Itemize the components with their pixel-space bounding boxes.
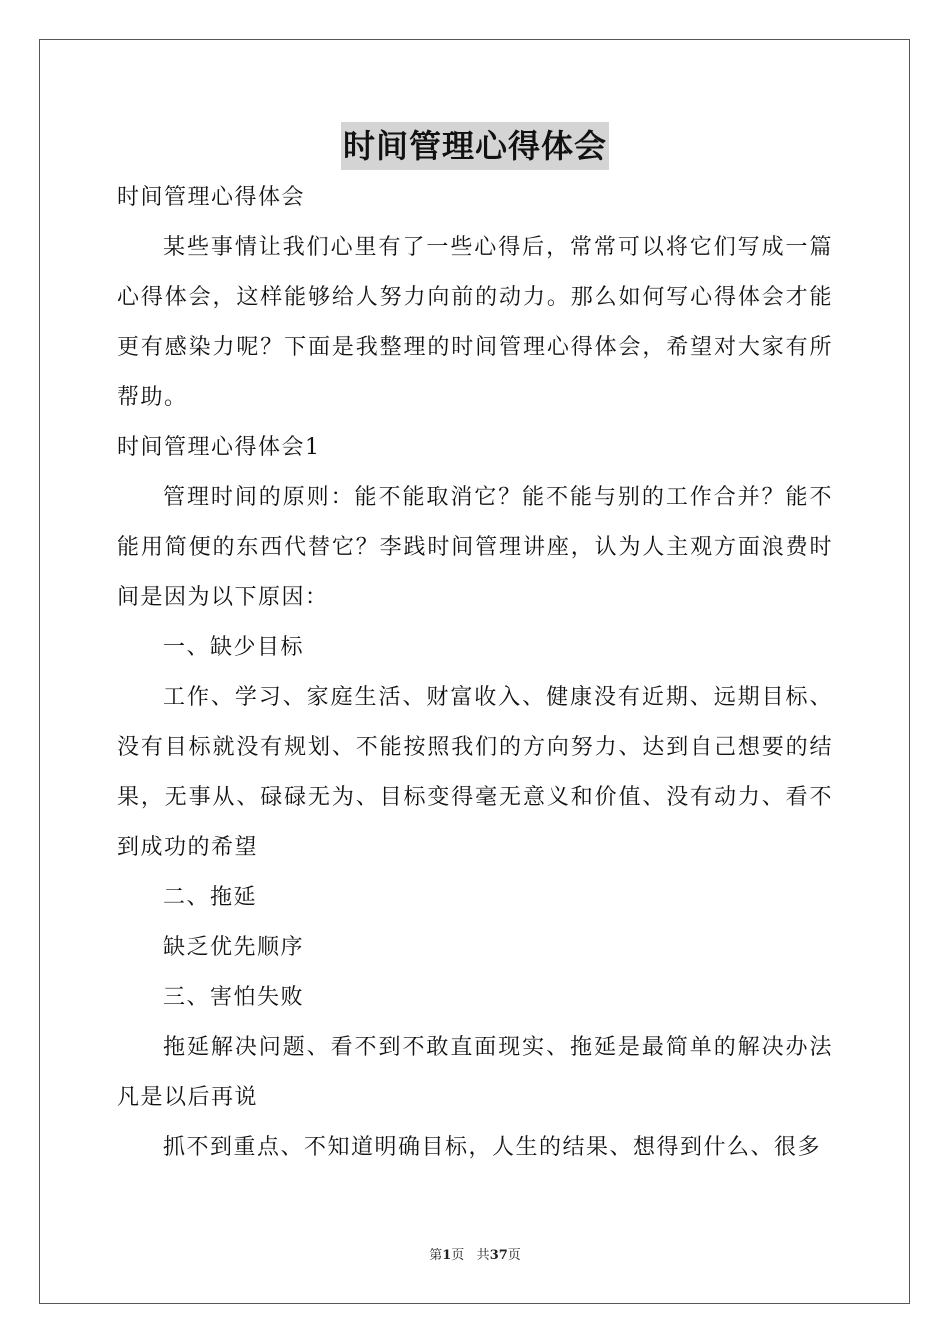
paragraph: 某些事情让我们心里有了一些心得后，常常可以将它们写成一篇心得体会，这样能够给人努力向前的动力。那么如何写心得体会才能更有感染力呢？下面是我整理的时间管理心得体会，希望对大家有所帮助。 bbox=[117, 235, 833, 410]
page-prefix: 第 bbox=[429, 1248, 443, 1263]
paragraph: 时间管理心得体会 bbox=[117, 185, 306, 210]
total-pages: 37 bbox=[489, 1248, 508, 1263]
paragraph: 工作、学习、家庭生活、财富收入、健康没有近期、远期目标、没有目标就没有规划、不能按照我们的方向努力、达到自己想要的结果，无事从、碌碌无为、目标变得毫无意义和价值、没有动力、看不到成功的希望 bbox=[117, 685, 833, 860]
page-suffix: 页 bbox=[451, 1248, 465, 1263]
paragraph: 一、缺少目标 bbox=[163, 635, 305, 660]
document-body bbox=[117, 173, 833, 1173]
paragraph: 二、拖延 bbox=[163, 885, 258, 910]
page-number: 1 bbox=[442, 1248, 452, 1263]
document-title: 时间管理心得体会 bbox=[341, 122, 609, 170]
title-container bbox=[0, 122, 950, 170]
page-footer bbox=[0, 1246, 950, 1266]
total-suffix: 页 bbox=[507, 1248, 521, 1263]
paragraph: 时间管理心得体会1 bbox=[117, 435, 321, 460]
paragraph: 管理时间的原则：能不能取消它？能不能与别的工作合并？能不能用简便的东西代替它？李践时间管理讲座，认为人主观方面浪费时间是因为以下原因： bbox=[117, 485, 833, 610]
paragraph: 三、害怕失败 bbox=[163, 985, 305, 1010]
paragraph: 拖延解决问题、看不到不敢直面现实、拖延是最简单的解决办法凡是以后再说 bbox=[117, 1035, 833, 1110]
total-prefix: 共 bbox=[476, 1248, 490, 1263]
paragraph: 抓不到重点、不知道明确目标，人生的结果、想得到什么、很多 bbox=[163, 1135, 822, 1160]
paragraph: 缺乏优先顺序 bbox=[163, 935, 305, 960]
